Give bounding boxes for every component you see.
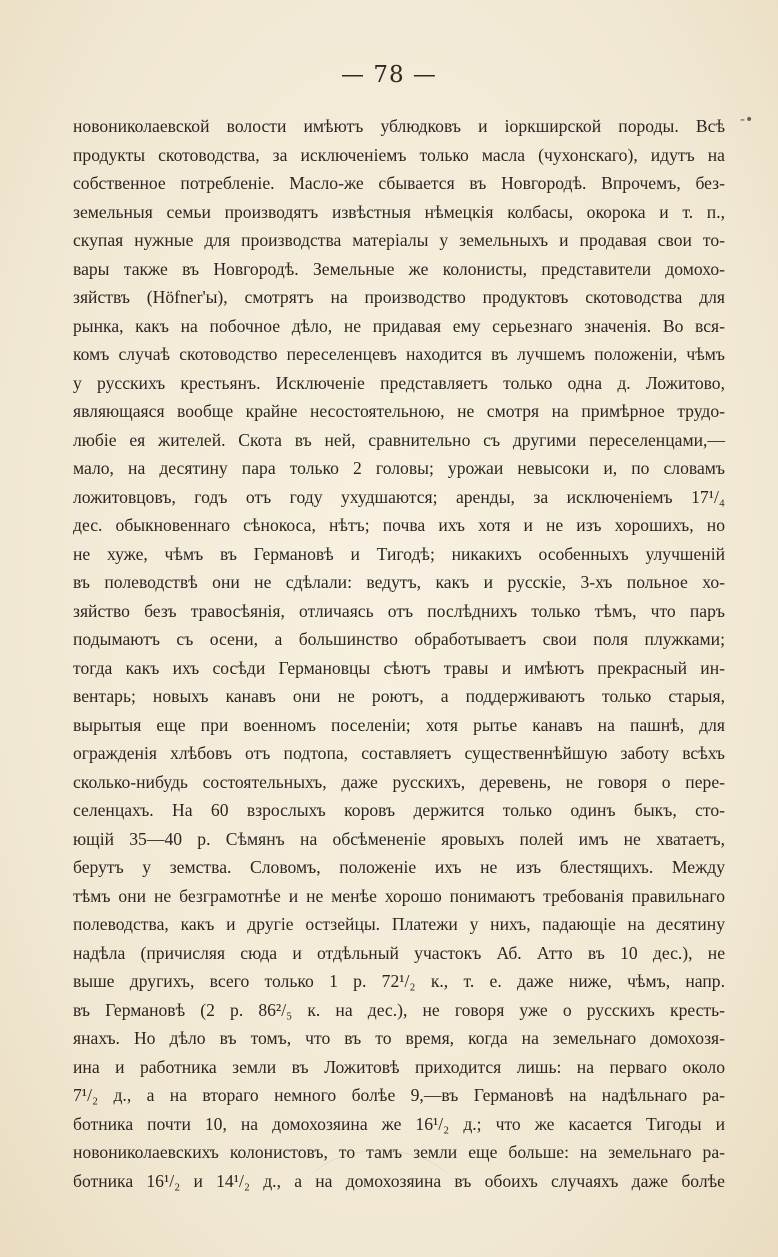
text-line: являющаяся вообще крайне несостоятельною, не смотря на примѣрное трудо- xyxy=(73,401,725,421)
text-line: янахъ. Но дѣло въ томъ, что въ то время, когда на земельнаго домохозя- xyxy=(73,1028,725,1048)
text-line: у русскихъ крестьянъ. Исключенiе представляетъ только одна д. Ложитово, xyxy=(73,372,725,393)
text-line: селенцахъ. На 60 взрослыхъ коровъ держится только одинъ быкъ, сто- xyxy=(73,800,725,820)
text-line: ботника 16¹/₂ и 14¹/₂ д., а на домохозяина въ обоихъ случаяхъ даже болѣе xyxy=(73,1170,725,1191)
text-line: земельныя семьи производятъ извѣстныя нѣмецкiя колбасы, окорока и т. п., xyxy=(73,201,725,222)
text-line: новониколаевской волости имѣютъ ублюдковъ и iоркширской породы. Всѣ xyxy=(73,116,725,136)
text-line: сколько-нибудь состоятельныхъ, даже русскихъ, деревень, не говоря о пере- xyxy=(73,771,725,792)
text-line: не хуже, чѣмъ въ Германовѣ и Тигодѣ; никакихъ особенныхъ улучшенiй xyxy=(73,543,725,564)
text-line: зяйство безъ травосѣянiя, отличаясь отъ послѣднихъ только тѣмъ, что паръ xyxy=(73,600,725,621)
text-line: вырытыя еще при военномъ поселенiи; хотя рытье канавъ на пашнѣ, для xyxy=(73,714,725,735)
text-line: комъ случаѣ скотоводство переселенцевъ находится въ лучшемъ положенiи, чѣмъ xyxy=(73,344,725,364)
body-text xyxy=(73,112,725,1195)
text-line: ложитовцовъ, годъ отъ году ухудшаются; аренды, за исключенiемъ 17¹/₄ xyxy=(73,486,725,507)
text-line: новониколаевскихъ колонистовъ, то тамъ земли еще больше: на земельнаго ра- xyxy=(73,1142,725,1162)
text-line: въ Германовѣ (2 р. 86²/₅ к. на дес.), не говоря уже о русскихъ кресть- xyxy=(73,999,725,1020)
paper-fold xyxy=(300,1150,460,1251)
text-line: собственное потребленiе. Масло-же сбывается въ Новгородѣ. Впрочемъ, без- xyxy=(73,173,725,193)
margin-mark: -• xyxy=(740,112,754,128)
text-line: вентарь; новыхъ канавъ они не роютъ, а поддерживаютъ только старыя, xyxy=(73,686,725,706)
text-line: полеводства, какъ и другiе остзейцы. Платежи у нихъ, падающiе на десятину xyxy=(73,914,725,934)
text-line: въ полеводствѣ они не сдѣлали: ведутъ, какъ и русскiе, 3-хъ польное хо- xyxy=(73,572,725,592)
text-line: подымаютъ съ осени, а большинство обработываетъ свои поля плужками; xyxy=(73,629,725,649)
text-line: продукты скотоводства, за исключенiемъ только масла (чухонскаго), идутъ на xyxy=(73,144,725,165)
text-line: выше другихъ, всего только 1 р. 72¹/₂ к., т. е. даже ниже, чѣмъ, напр. xyxy=(73,971,725,991)
text-line: огражденiя хлѣбовъ отъ подтопа, составляетъ существеннѣйшую заботу всѣхъ xyxy=(73,743,725,763)
text-line: зяйствъ (Höfner'ы), смотрятъ на производство продуктовъ скотоводства для xyxy=(73,287,725,307)
text-line: надѣла (причисляя сюда и отдѣльный участокъ Аб. Атто въ 10 дес.), не xyxy=(73,942,725,963)
text-line: тогда какъ ихъ сосѣди Германовцы сѣютъ травы и имѣютъ прекрасный ин- xyxy=(73,657,725,678)
text-line: тѣмъ они не безграмотнѣе и не менѣе хорошо понимаютъ требованiя правильнаго xyxy=(73,885,725,906)
text-line: ющiй 35—40 р. Сѣмянъ на обсѣмененiе яровыхъ полей имъ не хватаетъ, xyxy=(73,828,725,849)
text-line: вары также въ Новгородѣ. Земельные же колонисты, представители домохо- xyxy=(73,258,725,279)
page-number: — 78 — xyxy=(341,62,437,88)
text-line: ина и работника земли въ Ложитовѣ приходится лишь: на перваго около xyxy=(73,1056,725,1077)
text-line: дес. обыкновеннаго сѣнокоса, нѣтъ; почва ихъ хотя и не изъ хорошихъ, но xyxy=(73,515,725,535)
text-line: любiе ея жителей. Скота въ ней, сравнительно съ другими переселенцами,— xyxy=(73,429,725,450)
text-line: 7¹/₂ д., а на втораго немного болѣе 9,—въ Германовѣ на надѣльнаго ра- xyxy=(73,1085,725,1105)
text-line: рынка, какъ на побочное дѣло, не придавая ему серьезнаго значенiя. Во вся- xyxy=(73,315,725,336)
text-line: скупая нужные для производства матерiалы у земельныхъ и продавая свои то- xyxy=(73,230,725,250)
text-line: мало, на десятину пара только 2 головы; урожаи невысоки и, по словамъ xyxy=(73,458,725,478)
text-line: ботника почти 10, на домохозяина же 16¹/₂ д.; что же касается Тигоды и xyxy=(73,1113,725,1134)
text-line: берутъ у земства. Словомъ, положенiе ихъ не изъ блестящихъ. Между xyxy=(73,857,725,877)
